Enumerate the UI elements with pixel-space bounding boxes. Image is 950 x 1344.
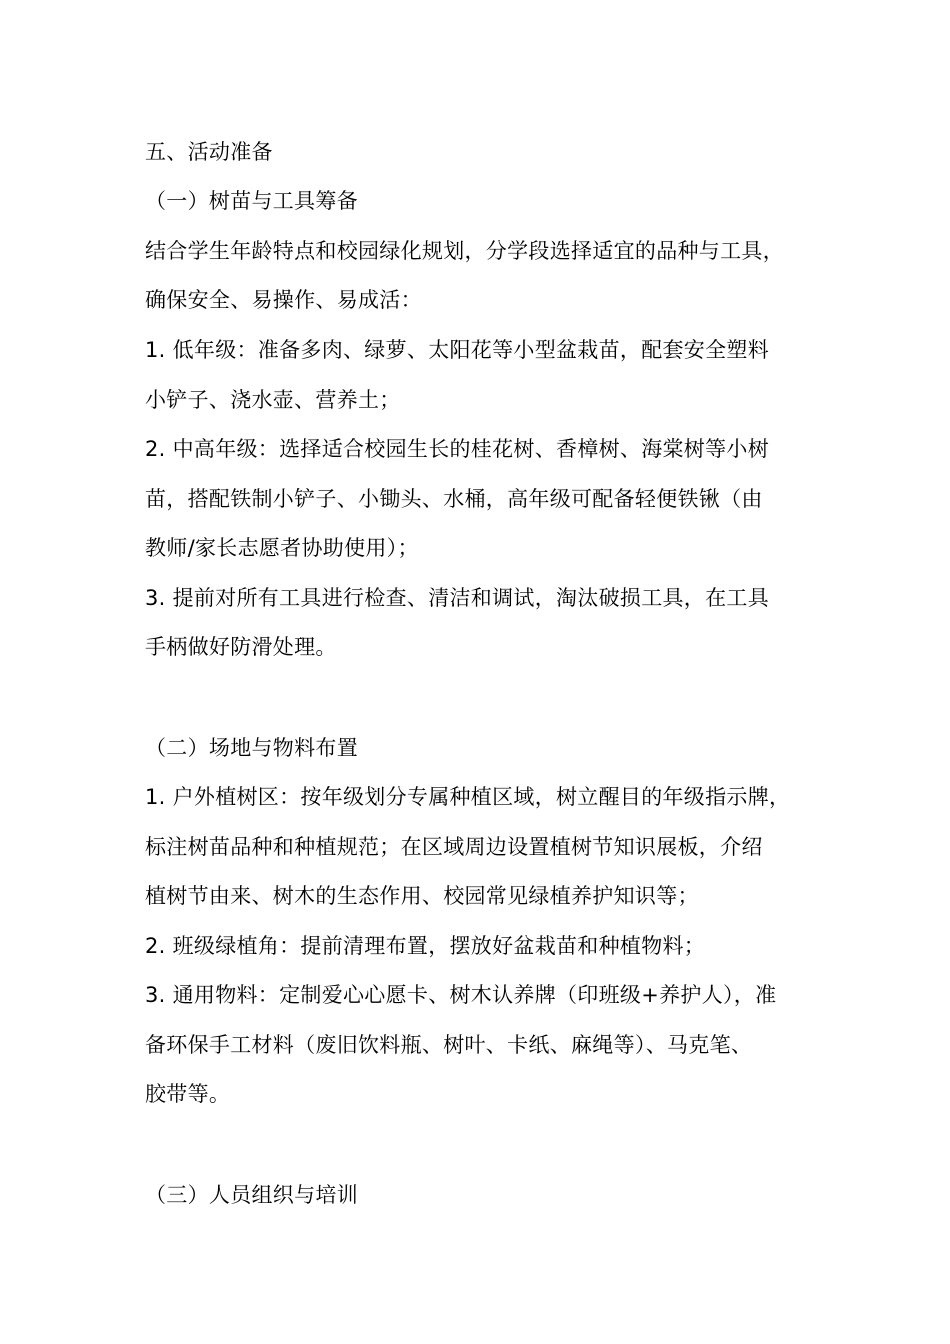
list-item-line: 1. 户外植树区：按年级划分专属种植区域，树立醒目的年级指示牌， [145,785,791,809]
list-item-line: 2. 中高年级：选择适合校园生长的桂花树、香樟树、海棠树等小树 [145,437,770,461]
subsection-heading: （二）场地与物料布置 [145,736,358,760]
list-item-line: 苗，搭配铁制小铲子、小锄头、水桶，高年级可配备轻便铁锹（由 [145,487,763,511]
list-item-line: 胶带等。 [145,1082,231,1106]
list-item-line: 小铲子、浇水壶、营养土； [145,388,401,412]
subsection-heading: （一）树苗与工具筹备 [145,189,358,213]
list-item-line: 植树节由来、树木的生态作用、校园常见绿植养护知识等； [145,884,699,908]
section-heading: 五、活动准备 [145,140,273,164]
list-item-line: 手柄做好防滑处理。 [145,635,337,659]
list-item-line: 3. 通用物料：定制爱心心愿卡、树木认养牌（印班级+养护人），准 [145,983,777,1007]
list-item-line: 备环保手工材料（废旧饮料瓶、树叶、卡纸、麻绳等）、马克笔、 [145,1033,753,1057]
paragraph-line: 结合学生年龄特点和校园绿化规划，分学段选择适宜的品种与工具， [145,239,784,263]
list-item-line: 标注树苗品种和种植规范；在区域周边设置植树节知识展板，介绍 [145,835,763,859]
list-item-line: 教师/家长志愿者协助使用）； [145,536,419,560]
list-item-line: 1. 低年级：准备多肉、绿萝、太阳花等小型盆栽苗，配套安全塑料 [145,338,770,362]
subsection-heading: （三）人员组织与培训 [145,1183,358,1207]
paragraph-line: 确保安全、易操作、易成活： [145,288,422,312]
list-item-line: 2. 班级绿植角：提前清理布置，摆放好盆栽苗和种植物料； [145,934,706,958]
list-item-line: 3. 提前对所有工具进行检查、清洁和调试，淘汰破损工具，在工具 [145,586,770,610]
